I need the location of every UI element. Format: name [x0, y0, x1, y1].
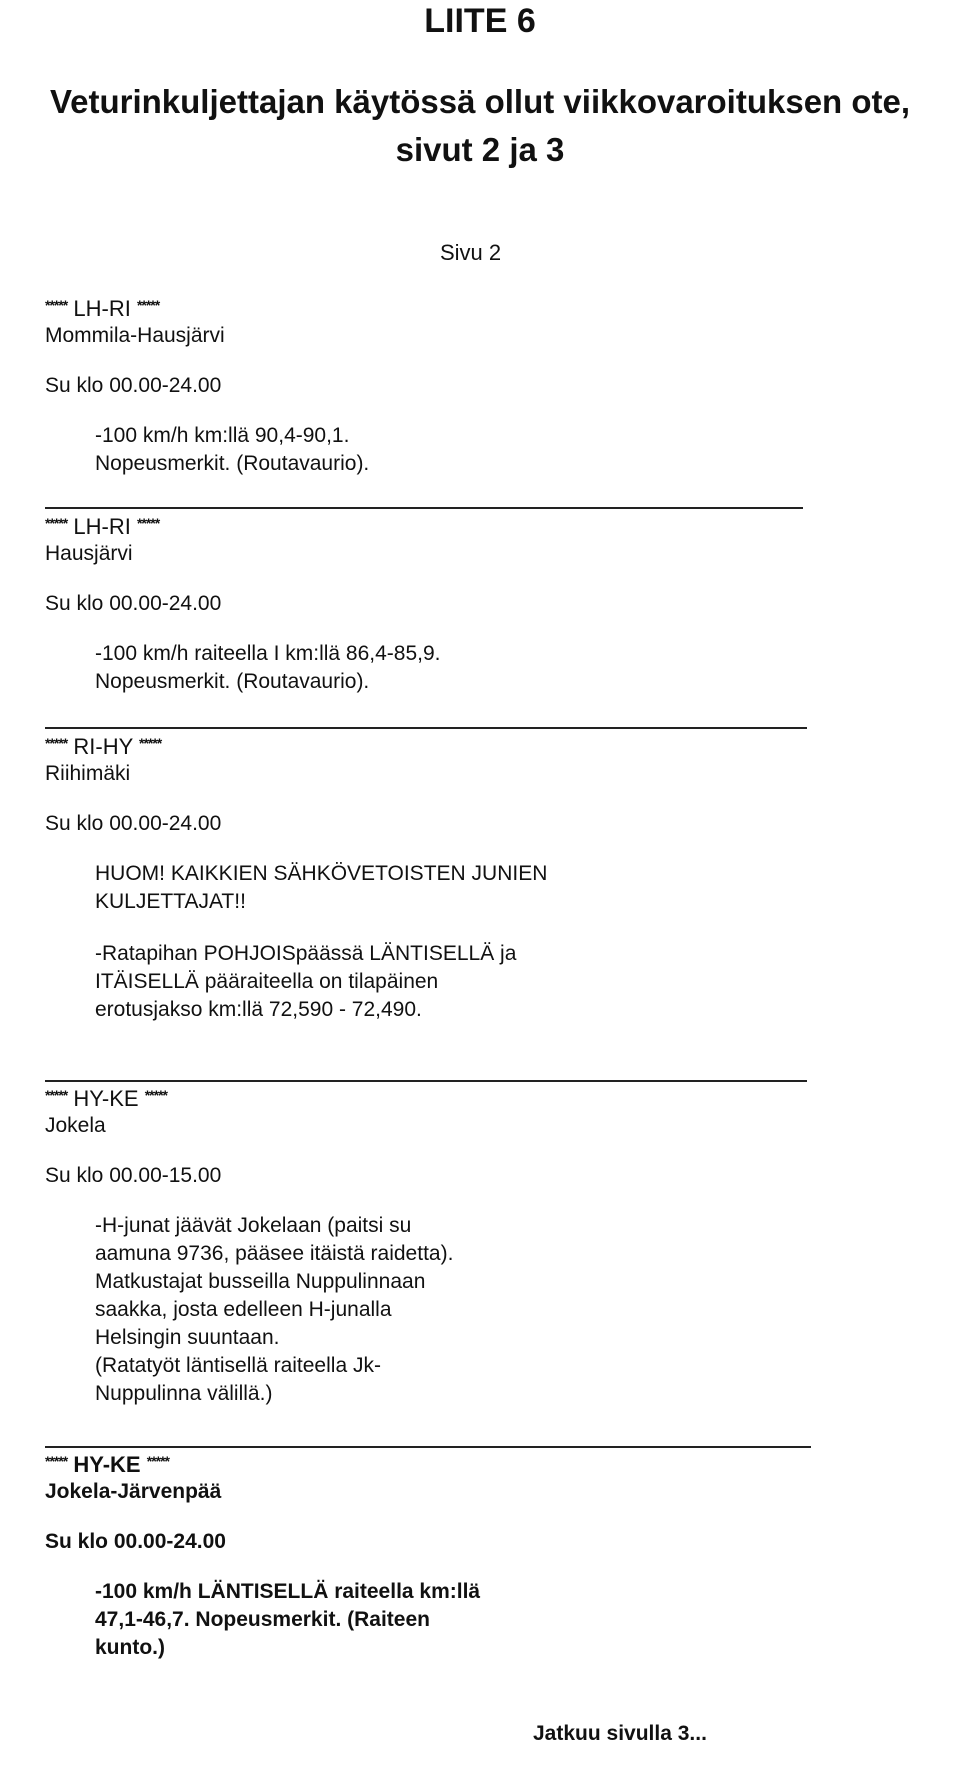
note-line: -100 km/h raiteella I km:llä 86,4-85,9.	[95, 642, 441, 665]
section-location: Jokela	[45, 1114, 106, 1137]
section-notes	[95, 422, 805, 478]
stars-right: *****	[136, 297, 160, 313]
notice-line: KULJETTAJAT!!	[95, 890, 246, 913]
section-divider	[45, 727, 807, 729]
note-line: (Ratatyöt läntisellä raiteella Jk-	[95, 1354, 381, 1377]
note-line: saakka, josta edelleen H-junalla	[95, 1298, 392, 1321]
stars-left: *****	[45, 515, 68, 531]
document-title: Veturinkuljettajan käytössä ollut viikkovaroituksen ote, sivut 2 ja 3	[49, 83, 911, 168]
warning-section-hy-ke-jokela	[45, 1082, 805, 1408]
warning-section-lh-ri-mommila	[45, 292, 805, 478]
section-notes	[95, 640, 805, 696]
section-header	[45, 1082, 805, 1112]
stars-right: *****	[136, 515, 160, 531]
note-line: Matkustajat busseilla Nuppulinnaan	[95, 1270, 426, 1293]
notice-block	[95, 860, 805, 916]
note-line: erotusjakso km:llä 72,590 - 72,490.	[95, 998, 422, 1021]
notice-line: HUOM! KAIKKIEN SÄHKÖVETOISTEN JUNIEN	[95, 862, 548, 885]
stars-right: *****	[139, 735, 162, 751]
note-line: -100 km/h LÄNTISELLÄ raiteella km:llä	[95, 1580, 481, 1603]
section-time: Su klo 00.00-15.00	[45, 1164, 222, 1187]
section-divider	[45, 507, 803, 509]
section-header	[45, 730, 805, 760]
section-location: Jokela-Järvenpää	[45, 1480, 222, 1503]
section-time: Su klo 00.00-24.00	[45, 374, 222, 397]
note-line: kunto.)	[95, 1636, 165, 1659]
section-time: Su klo 00.00-24.00	[45, 592, 222, 615]
section-location: Hausjärvi	[45, 542, 133, 565]
stars-right: *****	[144, 1087, 167, 1103]
note-line: Nopeusmerkit. (Routavaurio).	[95, 670, 370, 693]
section-header	[45, 292, 805, 322]
warning-section-ri-hy-riihimaki	[45, 730, 805, 1024]
section-location: Mommila-Hausjärvi	[45, 324, 225, 347]
section-code: HY-KE	[73, 1452, 141, 1477]
warning-section-hy-ke-jokela-jarvenpaa	[45, 1448, 805, 1662]
section-code: LH-RI	[73, 296, 131, 321]
page-number: Sivu 2	[440, 240, 502, 265]
note-line: Nopeusmerkit. (Routavaurio).	[95, 452, 370, 475]
section-code: RI-HY	[73, 734, 133, 759]
section-time: Su klo 00.00-24.00	[45, 812, 222, 835]
section-code: LH-RI	[73, 514, 131, 539]
section-header	[45, 1448, 805, 1478]
warning-section-lh-ri-hausjarvi	[45, 510, 805, 696]
section-location: Riihimäki	[45, 762, 131, 785]
note-line: Helsingin suuntaan.	[95, 1326, 280, 1349]
stars-left: *****	[45, 297, 68, 313]
note-line: Nuppulinna välillä.)	[95, 1382, 273, 1405]
stars-left: *****	[45, 735, 68, 751]
section-notes	[95, 1578, 805, 1662]
stars-left: *****	[45, 1087, 68, 1103]
continuation-note: Jatkuu sivulla 3...	[533, 1722, 707, 1745]
note-line: aamuna 9736, pääsee itäistä raidetta).	[95, 1242, 454, 1265]
stars-left: *****	[45, 1453, 68, 1469]
note-line: -Ratapihan POHJOISpäässä LÄNTISELLÄ ja	[95, 942, 517, 965]
note-line: -100 km/h km:llä 90,4-90,1.	[95, 424, 350, 447]
section-header	[45, 510, 805, 540]
note-line: 47,1-46,7. Nopeusmerkit. (Raiteen	[95, 1608, 430, 1631]
appendix-label: LIITE 6	[424, 2, 536, 40]
section-code: HY-KE	[73, 1086, 139, 1111]
note-line: -H-junat jäävät Jokelaan (paitsi su	[95, 1214, 412, 1237]
section-notes	[95, 860, 805, 1024]
section-time: Su klo 00.00-24.00	[45, 1530, 226, 1553]
stars-right: *****	[146, 1453, 169, 1469]
section-notes	[95, 1212, 805, 1408]
note-line: ITÄISELLÄ pääraiteella on tilapäinen	[95, 970, 439, 993]
